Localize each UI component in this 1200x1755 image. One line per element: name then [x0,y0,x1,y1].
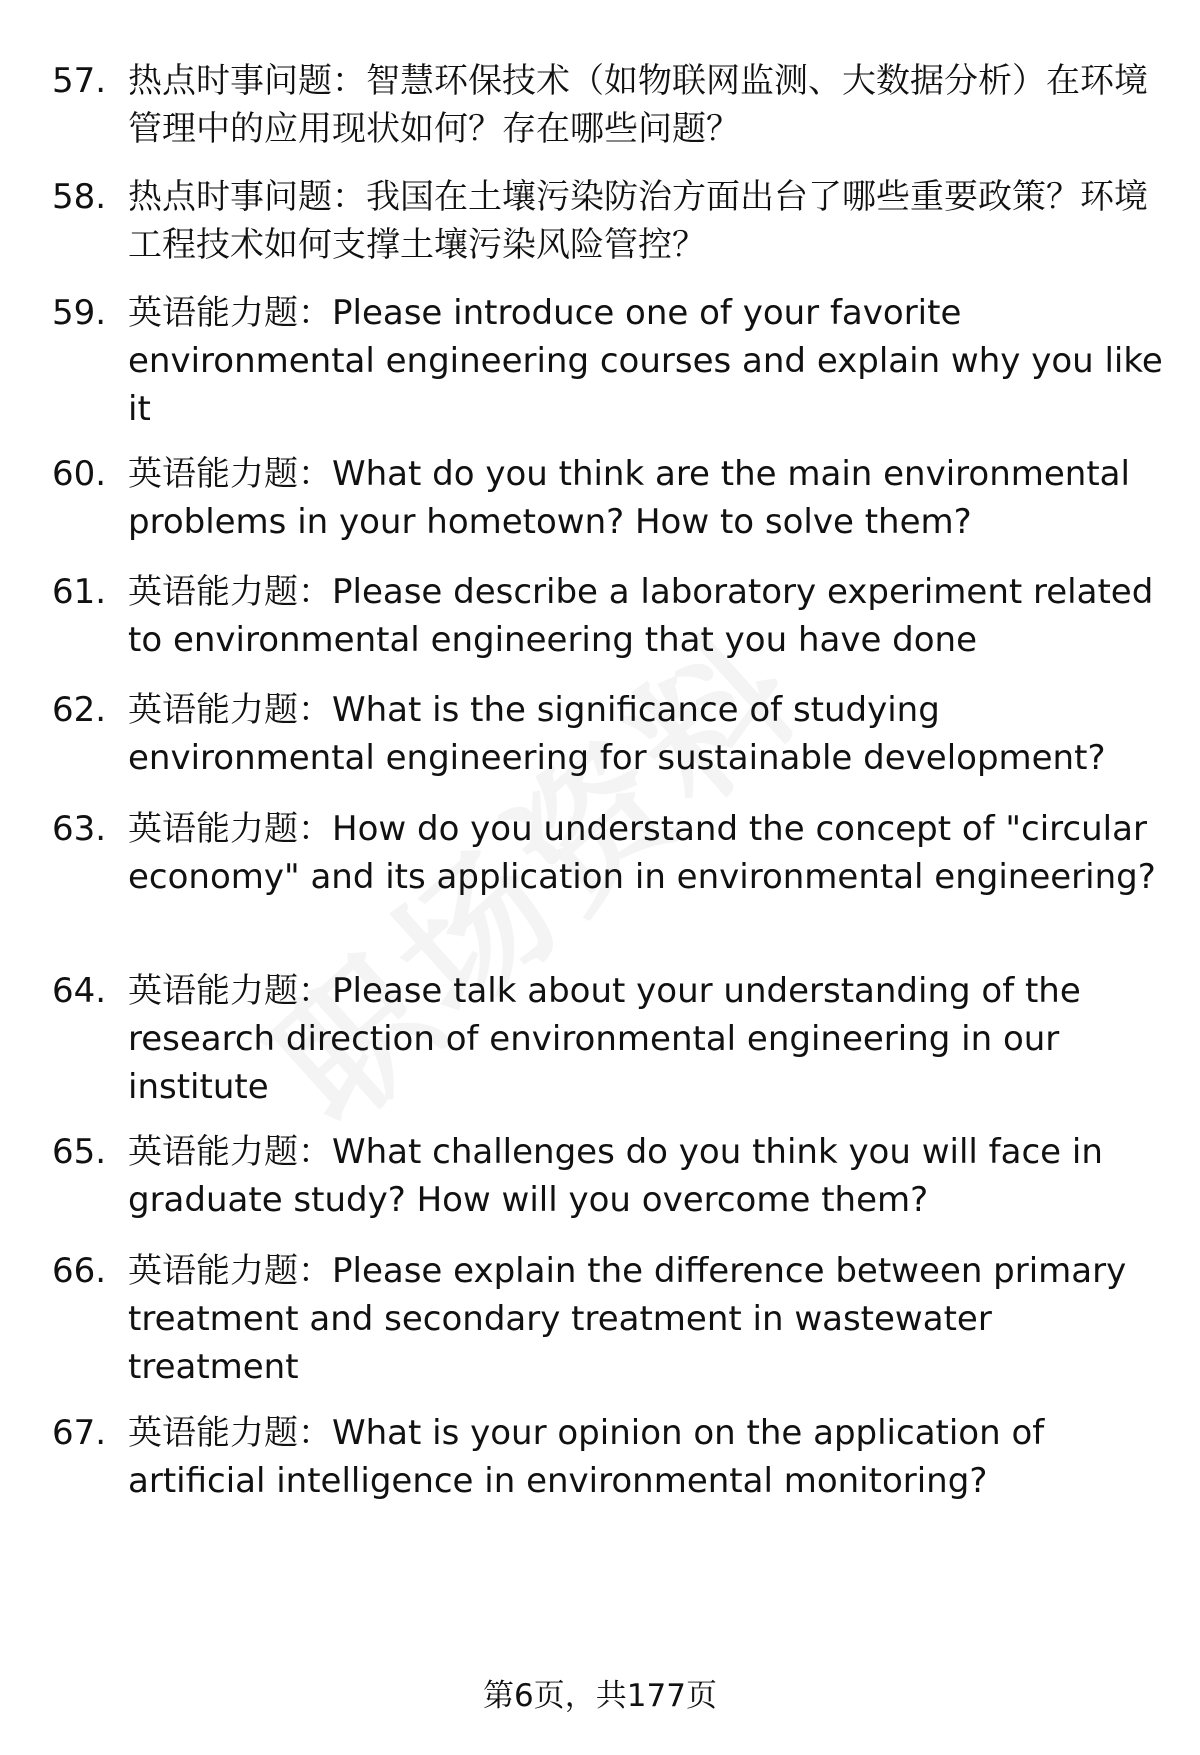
question-text: 英语能力题：What is your opinion on the application of artificial intelligence in environmental monitoring? [128,1413,1045,1501]
question-number: 60. [52,454,107,494]
page-footer: 第6页，共177页 [483,1678,717,1714]
question-number: 67. [52,1413,107,1453]
question-text: 英语能力题：Please explain the difference between primary treatment and secondary treatment in wastewater treatment [128,1251,1127,1387]
question-number: 64. [52,971,107,1011]
question-number: 62. [52,690,107,730]
question-number: 61. [52,572,107,612]
question-text: 英语能力题：What is the significance of studying environmental engineering for sustainable development? [128,690,1106,778]
question-text: 英语能力题：How do you understand the concept of "circular economy" and its application in environmental engineering? [128,809,1156,897]
question-number: 66. [52,1251,107,1291]
question-text: 英语能力题：What challenges do you think you will face in graduate study? How will you overcome them? [128,1132,1103,1220]
question-text: 热点时事问题：智慧环保技术（如物联网监测、大数据分析）在环境管理中的应用现状如何？存在哪些问题？ [128,61,1148,149]
question-number: 65. [52,1132,107,1172]
question-number: 58. [52,177,107,217]
question-text: 英语能力题：What do you think are the main environmental problems in your hometown? How to solve them? [128,454,1130,542]
question-text: 英语能力题：Please talk about your understanding of the research direction of environmental engineering in our institute [128,971,1081,1107]
question-number: 59. [52,293,107,333]
question-text: 英语能力题：Please introduce one of your favorite environmental engineering courses and explain why you like it [128,293,1163,429]
question-text: 英语能力题：Please describe a laboratory experiment related to environmental engineering that you have done [128,572,1154,660]
question-text: 热点时事问题：我国在土壤污染防治方面出台了哪些重要政策？环境工程技术如何支撑土壤污染风险管控？ [128,177,1148,265]
question-number: 63. [52,809,107,849]
question-number: 57. [52,61,107,101]
